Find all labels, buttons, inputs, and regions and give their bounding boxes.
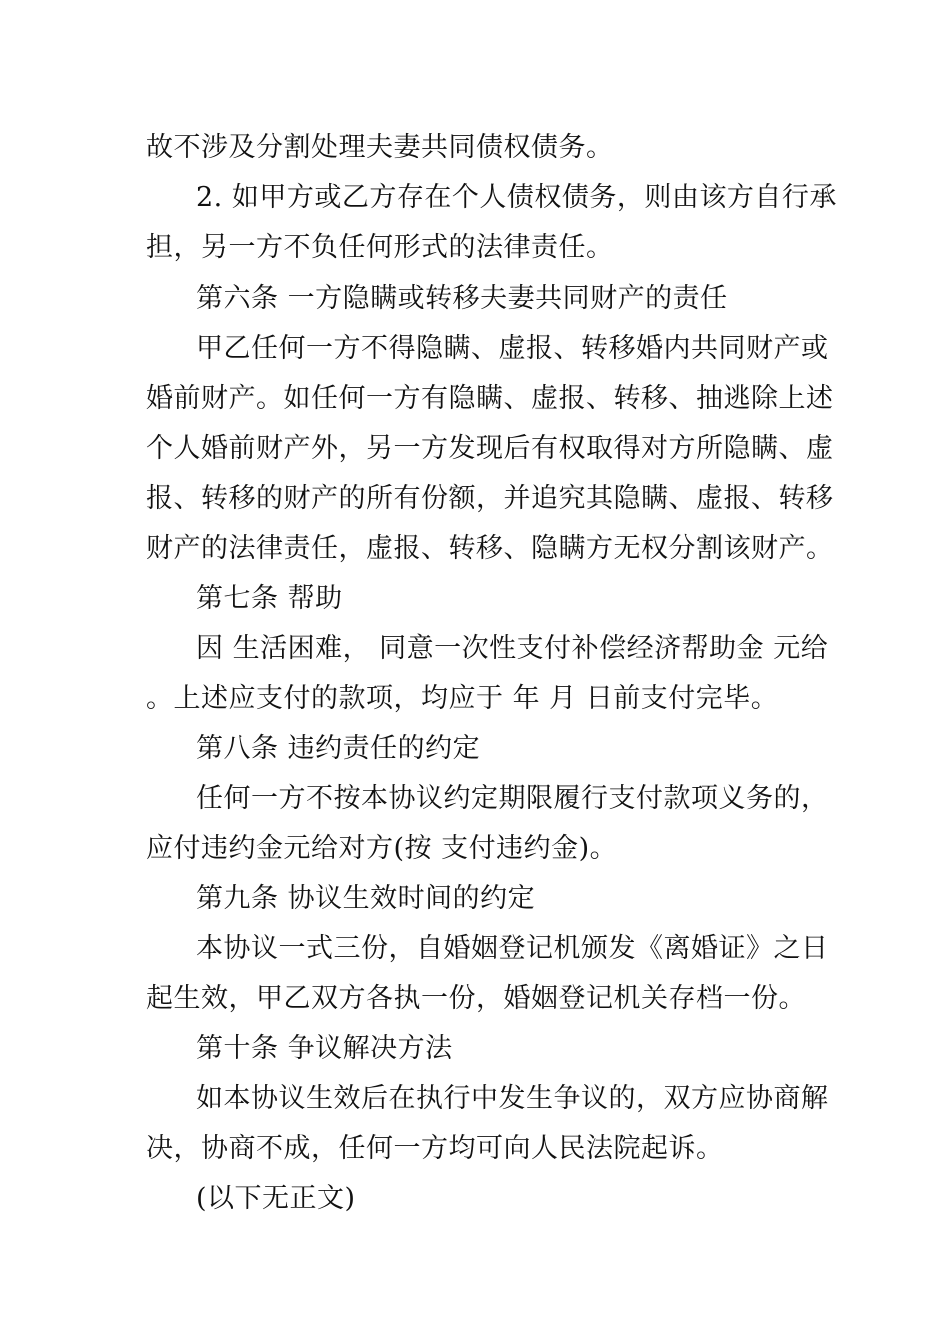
- text-line: 个人婚前财产外，另一方发现后有权取得对方所隐瞒、虚: [146, 433, 834, 464]
- article-heading: 第八条 违约责任的约定: [196, 733, 481, 764]
- text-line: 决，协商不成，任何一方均可向人民法院起诉。: [146, 1133, 724, 1164]
- end-note: (以下无正文): [196, 1183, 356, 1214]
- article-heading: 第六条 一方隐瞒或转移夫妻共同财产的责任: [196, 283, 728, 314]
- text-line: 本协议一式三份，自婚姻登记机颁发《离婚证》之日: [196, 933, 829, 964]
- text-line: 起生效，甲乙双方各执一份，婚姻登记机关存档一份。: [146, 983, 806, 1014]
- text-line: 应付违约金元给对方(按 支付违约金)。: [146, 833, 618, 864]
- text-line: 如本协议生效后在执行中发生争议的，双方应协商解: [196, 1083, 829, 1114]
- text-line: 因 生活困难， 同意一次性支付补偿经济帮助金 元给: [196, 633, 829, 664]
- text-line: 甲乙任何一方不得隐瞒、虚报、转移婚内共同财产或: [196, 333, 829, 364]
- text-line: 财产的法律责任，虚报、转移、隐瞒方无权分割该财产。: [146, 533, 834, 564]
- article-heading: 第七条 帮助: [196, 583, 343, 614]
- text-line: 2. 如甲方或乙方存在个人债权债务，则由该方自行承: [196, 182, 837, 213]
- article-heading: 第九条 协议生效时间的约定: [196, 883, 536, 914]
- text-line: 婚前财产。如任何一方有隐瞒、虚报、转移、抽逃除上述: [146, 383, 834, 414]
- text-line: 。上述应支付的款项，均应于 年 月 日前支付完毕。: [146, 683, 779, 714]
- article-heading: 第十条 争议解决方法: [196, 1033, 453, 1064]
- text-line: 报、转移的财产的所有份额，并追究其隐瞒、虚报、转移: [146, 483, 834, 514]
- text-line: 故不涉及分割处理夫妻共同债权债务。: [146, 132, 614, 163]
- text-line: 任何一方不按本协议约定期限履行支付款项义务的，: [196, 783, 829, 814]
- text-line: 担，另一方不负任何形式的法律责任。: [146, 232, 614, 263]
